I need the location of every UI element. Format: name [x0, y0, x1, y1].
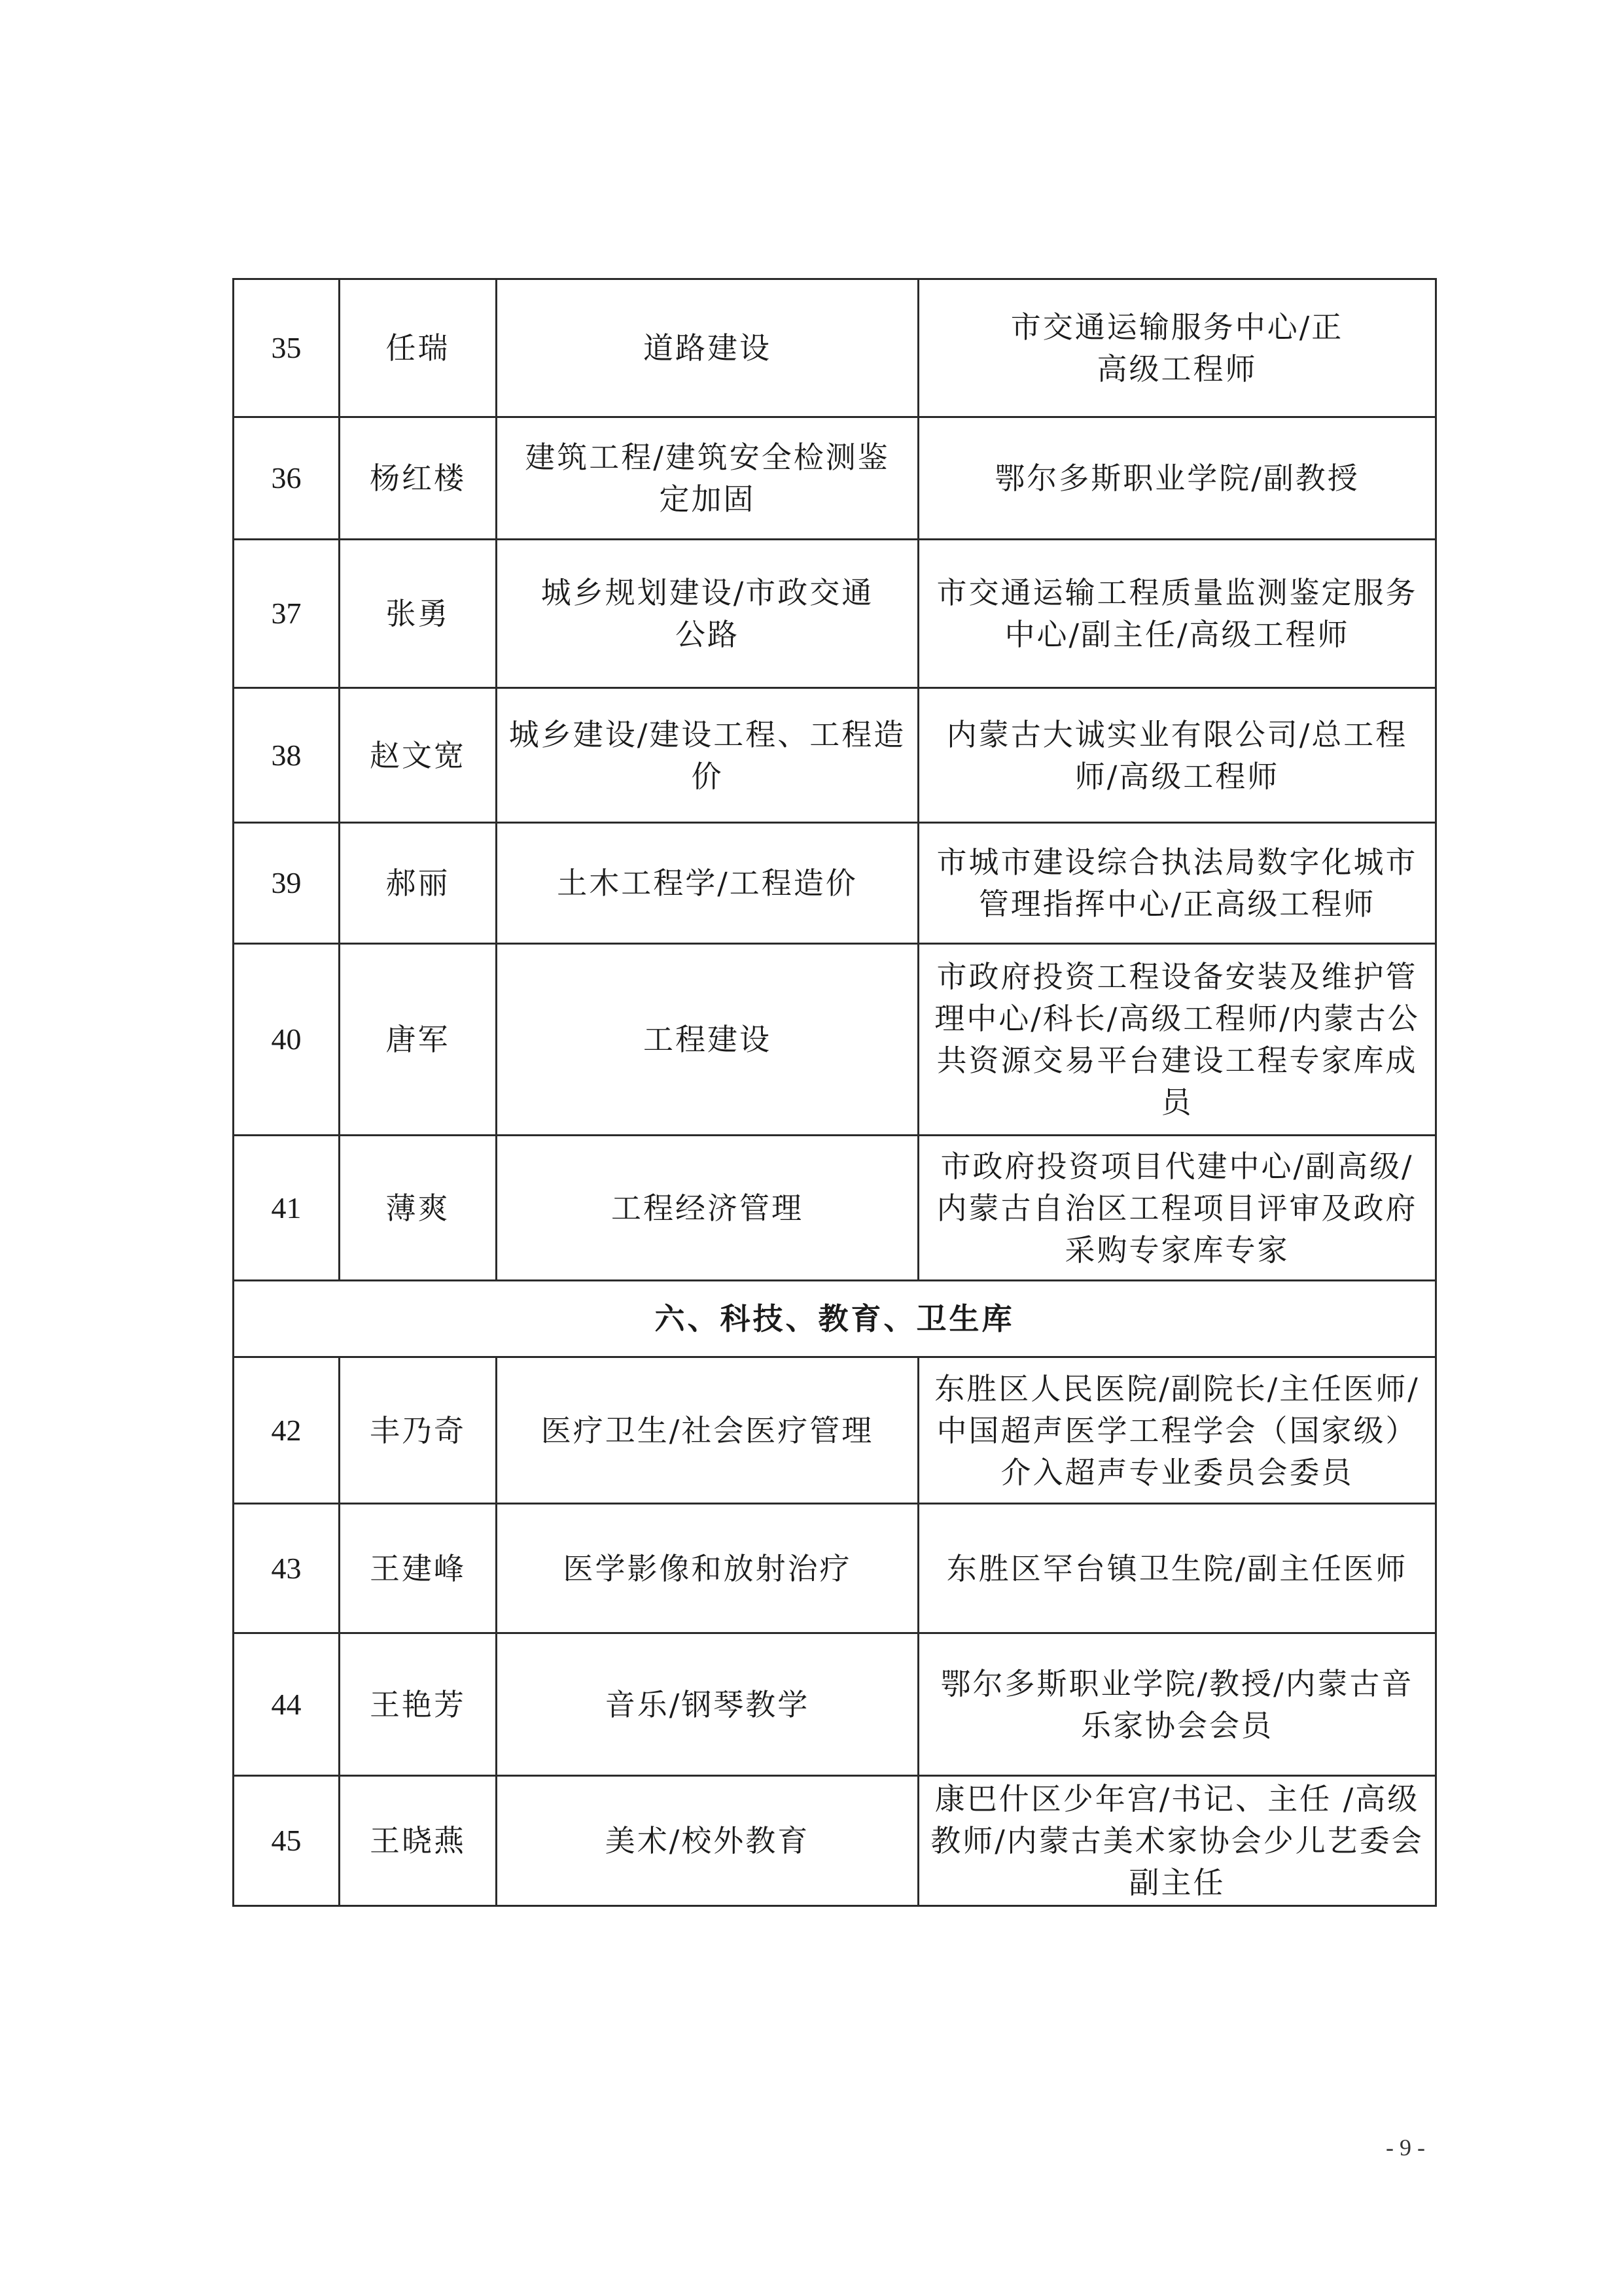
organization-title: 东胜区人民医院/副院长/主任医师/中国超声医学工程学会（国家级）介入超声专业委员会委员 [919, 1357, 1436, 1504]
organization-title: 市政府投资工程设备安装及维护管理中心/科长/高级工程师/内蒙古公共资源交易平台建设工程专家库成员 [919, 944, 1436, 1136]
expert-name: 赵文宽 [340, 688, 497, 823]
table-row [234, 540, 1436, 688]
table-row [234, 1357, 1436, 1504]
expertise-field: 工程建设 [497, 944, 919, 1136]
expert-roster-table [232, 278, 1437, 1907]
expert-name: 任瑞 [340, 279, 497, 417]
row-number: 43 [234, 1504, 340, 1633]
expert-name: 王晓燕 [340, 1776, 497, 1906]
expertise-field: 城乡规划建设/市政交通公路 [497, 540, 919, 688]
expertise-field: 美术/校外教育 [497, 1776, 919, 1906]
section-title: 六、科技、教育、卫生库 [234, 1281, 1436, 1357]
organization-title: 东胜区罕台镇卫生院/副主任医师 [919, 1504, 1436, 1633]
row-number: 37 [234, 540, 340, 688]
row-number: 38 [234, 688, 340, 823]
expert-name: 王艳芳 [340, 1633, 497, 1776]
organization-title: 康巴什区少年宫/书记、主任 /高级教师/内蒙古美术家协会少儿艺委会副主任 [919, 1776, 1436, 1906]
row-number: 35 [234, 279, 340, 417]
section-header-row [234, 1281, 1436, 1357]
expertise-field: 音乐/钢琴教学 [497, 1633, 919, 1776]
row-number: 40 [234, 944, 340, 1136]
expertise-field: 医疗卫生/社会医疗管理 [497, 1357, 919, 1504]
expert-name: 丰乃奇 [340, 1357, 497, 1504]
organization-title: 市政府投资项目代建中心/副高级/内蒙古自治区工程项目评审及政府采购专家库专家 [919, 1136, 1436, 1281]
expertise-field: 工程经济管理 [497, 1136, 919, 1281]
expertise-field: 医学影像和放射治疗 [497, 1504, 919, 1633]
row-number: 41 [234, 1136, 340, 1281]
table-row [234, 279, 1436, 417]
organization-title: 市交通运输工程质量监测鉴定服务中心/副主任/高级工程师 [919, 540, 1436, 688]
row-number: 36 [234, 417, 340, 540]
expertise-field: 土木工程学/工程造价 [497, 823, 919, 944]
organization-title: 市城市建设综合执法局数字化城市管理指挥中心/正高级工程师 [919, 823, 1436, 944]
table-row [234, 944, 1436, 1136]
row-number: 45 [234, 1776, 340, 1906]
row-number: 42 [234, 1357, 340, 1504]
table-row [234, 823, 1436, 944]
table-row [234, 1633, 1436, 1776]
organization-title: 市交通运输服务中心/正高级工程师 [919, 279, 1436, 417]
expert-name: 杨红楼 [340, 417, 497, 540]
table-row [234, 1504, 1436, 1633]
page-number: - 9 - [1386, 2134, 1425, 2161]
expertise-field: 城乡建设/建设工程、工程造价 [497, 688, 919, 823]
table-row [234, 688, 1436, 823]
expertise-field: 建筑工程/建筑安全检测鉴定加固 [497, 417, 919, 540]
organization-title: 鄂尔多斯职业学院/教授/内蒙古音乐家协会会员 [919, 1633, 1436, 1776]
expert-name: 郝丽 [340, 823, 497, 944]
expert-name: 薄爽 [340, 1136, 497, 1281]
organization-title: 鄂尔多斯职业学院/副教授 [919, 417, 1436, 540]
expertise-field: 道路建设 [497, 279, 919, 417]
table-row [234, 1776, 1436, 1906]
row-number: 39 [234, 823, 340, 944]
organization-title: 内蒙古大诚实业有限公司/总工程师/高级工程师 [919, 688, 1436, 823]
row-number: 44 [234, 1633, 340, 1776]
expert-name: 王建峰 [340, 1504, 497, 1633]
table-row [234, 417, 1436, 540]
expert-name: 唐军 [340, 944, 497, 1136]
expert-name: 张勇 [340, 540, 497, 688]
table-row [234, 1136, 1436, 1281]
